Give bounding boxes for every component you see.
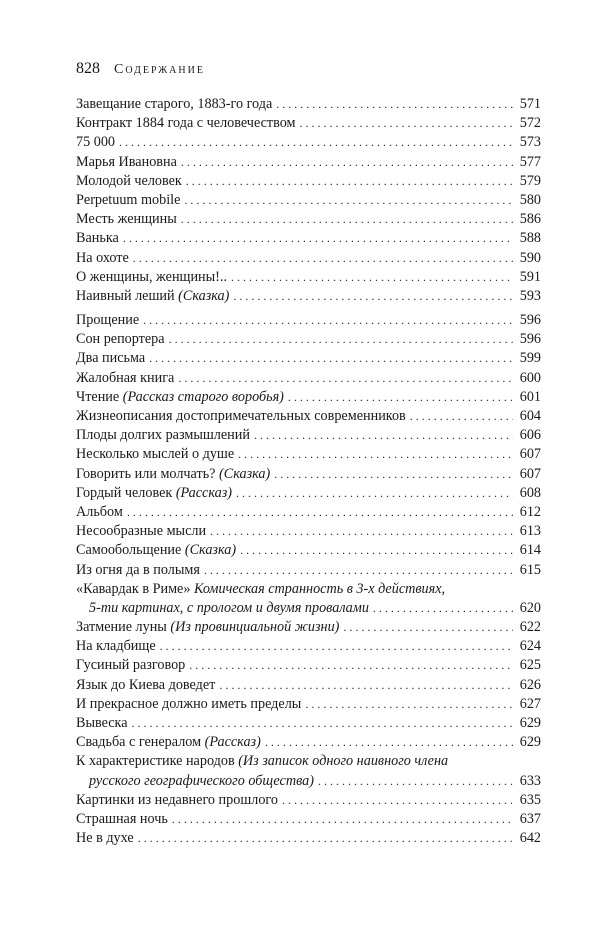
entry-page-number: 600: [519, 369, 541, 386]
entry-title-text: Из огня да в полымя: [76, 561, 200, 578]
entry-title-text: Жизнеописания достопримечательных современников: [76, 408, 406, 424]
entry-page-number: 599: [519, 350, 541, 367]
toc-entry[interactable]: [76, 503, 541, 522]
leader-dots: [123, 229, 513, 248]
entry-page-number: 607: [519, 446, 541, 463]
entry-title-text: «Кавардак в Риме»: [76, 580, 191, 597]
leader-dots: [240, 541, 513, 560]
leader-dots: [288, 388, 513, 407]
entry-page-number: 627: [519, 695, 541, 712]
running-title: Содержание: [114, 62, 205, 77]
leader-dots: [133, 249, 513, 268]
toc-entry[interactable]: [76, 330, 541, 349]
toc-entry-title: [76, 733, 265, 752]
toc-entry[interactable]: [76, 172, 541, 191]
leader-dots: [127, 503, 513, 522]
entry-title-text: Говорить или молчать?: [76, 465, 216, 482]
leader-dots: [184, 191, 513, 210]
entry-title-text: Альбом: [76, 503, 123, 520]
leader-dots: [305, 695, 513, 714]
toc-entry-title: [76, 541, 240, 560]
toc-entry[interactable]: [76, 618, 541, 637]
toc-entry[interactable]: [76, 268, 541, 287]
entry-title-text: Гусиный разговор: [76, 657, 186, 674]
toc-entry-title: [76, 249, 133, 268]
toc-entry-title: [76, 637, 160, 656]
leader-dots: [189, 656, 513, 675]
toc-entry[interactable]: [76, 191, 541, 210]
entry-page-number: 629: [519, 715, 541, 731]
entry-page-number: 608: [519, 484, 541, 501]
entry-page-number: 629: [519, 734, 541, 751]
leader-dots: [236, 484, 513, 503]
entry-page-number: 642: [519, 830, 541, 847]
entry-page-number: 637: [519, 810, 541, 827]
entry-page-number: 622: [519, 619, 541, 636]
toc-group-4: [76, 791, 541, 849]
entry-subtitle: (Из записок одного наивного члена: [238, 753, 449, 770]
toc-entry-title: [76, 445, 238, 464]
toc-entry-title: [76, 388, 288, 407]
entry-title-text: Контракт 1884 года с человечеством: [76, 115, 296, 132]
toc-entry[interactable]: [76, 465, 541, 484]
entry-subtitle: (Сказка): [184, 542, 237, 559]
entry-page-number: 625: [519, 657, 541, 674]
leader-dots: [138, 829, 513, 848]
toc-entry-title: [76, 229, 123, 248]
leader-dots: [178, 369, 513, 388]
toc-entry[interactable]: [76, 637, 541, 656]
toc-entry[interactable]: [76, 541, 541, 560]
entry-subtitle: Комическая странность в 3-х действиях,: [193, 580, 446, 597]
leader-dots: [410, 407, 513, 426]
table-of-contents: [76, 95, 541, 848]
toc-entry[interactable]: [76, 229, 541, 248]
leader-dots: [238, 445, 513, 464]
toc-entry-title: [76, 268, 231, 287]
toc-entry-title: [76, 810, 172, 829]
toc-group-3: [76, 618, 541, 752]
entry-page-number: 588: [519, 230, 541, 247]
toc-entry-title: [76, 311, 143, 330]
toc-entry-title: [76, 695, 305, 714]
entry-page-number: 607: [519, 465, 541, 482]
entry-title-text: Свадьба с генералом: [76, 734, 202, 751]
entry-subtitle-continued: русского географического общества): [89, 772, 314, 789]
leader-dots: [276, 95, 513, 114]
entry-title-text: Плоды долгих размышлений: [76, 427, 250, 444]
entry-title-text: Страшная ночь: [76, 810, 168, 827]
leader-dots: [181, 153, 513, 172]
toc-entry[interactable]: [76, 249, 541, 268]
leader-dots: [219, 676, 513, 695]
toc-entry-characteristic-line1[interactable]: [76, 752, 541, 771]
leader-dots: [169, 330, 513, 349]
entry-page-number: 596: [519, 331, 541, 348]
page-header: [76, 60, 205, 78]
toc-entry[interactable]: [76, 388, 541, 407]
toc-entry[interactable]: [76, 287, 541, 306]
leader-dots: [172, 810, 513, 829]
entry-page-number: 580: [519, 191, 541, 208]
entry-page-number: 614: [519, 542, 541, 559]
entry-title-text: Ванька: [76, 230, 119, 247]
toc-group-1: [76, 95, 541, 306]
toc-entry-title: [76, 133, 119, 152]
toc-entry[interactable]: [76, 714, 541, 733]
entry-subtitle: (Рассказ старого воробья): [122, 388, 284, 405]
entry-subtitle: (Из провинциальной жизни): [170, 619, 340, 636]
toc-entry-title: [76, 210, 181, 229]
toc-entry[interactable]: [76, 426, 541, 445]
entry-page-number: 624: [519, 638, 541, 655]
toc-entry-title: [76, 656, 189, 675]
toc-entry[interactable]: [76, 369, 541, 388]
entry-page-number: 620: [519, 599, 541, 616]
toc-entry[interactable]: [76, 829, 541, 848]
entry-page-number: 615: [519, 561, 541, 578]
entry-title-text: Сон репортера: [76, 331, 165, 348]
leader-dots: [274, 465, 513, 484]
entry-subtitle: (Рассказ): [204, 734, 261, 751]
leader-dots: [318, 772, 513, 791]
toc-entry-title: [76, 369, 178, 388]
entry-title-text: Прощение: [76, 312, 140, 329]
toc-entry-title: [76, 287, 233, 306]
entry-page-number: 591: [519, 268, 541, 285]
entry-title-text: Марья Ивановна: [76, 153, 177, 170]
toc-entry[interactable]: [76, 522, 541, 541]
toc-group-2: [76, 311, 541, 580]
entry-title-text: Чтение: [76, 388, 120, 405]
leader-dots: [204, 561, 513, 580]
toc-entry-title: [76, 714, 132, 733]
entry-subtitle: (Рассказ): [175, 484, 232, 501]
toc-entry[interactable]: [76, 95, 541, 114]
entry-page-number: 579: [519, 172, 541, 189]
entry-page-number: 596: [519, 312, 541, 329]
entry-title-text: О женщины, женщины!..: [76, 268, 227, 285]
toc-entry-title: [76, 580, 445, 599]
toc-entry-title: [76, 153, 181, 172]
leader-dots: [119, 133, 513, 152]
entry-page-number: 572: [519, 115, 541, 132]
toc-entry-title: [76, 426, 254, 445]
entry-subtitle-continued: 5-ти картинах, с прологом и двумя провалами: [89, 599, 369, 616]
entry-page-number: 626: [519, 676, 541, 693]
toc-entry[interactable]: [76, 484, 541, 503]
leader-dots: [233, 287, 513, 306]
entry-page-number: 613: [519, 523, 541, 540]
toc-entry-title: [76, 172, 186, 191]
entry-title-text: И прекрасное должно иметь пределы: [76, 695, 302, 712]
toc-entry[interactable]: [76, 407, 541, 426]
entry-subtitle: (Сказка): [219, 465, 271, 482]
leader-dots: [149, 349, 513, 368]
entry-title-text: К характеристике народов: [76, 753, 235, 770]
entry-title-text: 75 000: [76, 134, 116, 151]
entry-page-number: 601: [519, 388, 541, 405]
toc-entry-title: [76, 791, 282, 810]
entry-title-text: Самообольщение: [76, 542, 182, 559]
entry-subtitle: (Сказка): [178, 287, 230, 304]
toc-entry[interactable]: [76, 311, 541, 330]
entry-page-number: 633: [519, 772, 541, 789]
toc-entry-title: [76, 95, 276, 114]
toc-entry-title: [76, 191, 184, 210]
leader-dots: [231, 268, 513, 287]
toc-entry[interactable]: [76, 656, 541, 675]
toc-entry[interactable]: [76, 349, 541, 368]
entry-title-text: Несообразные мысли: [76, 523, 207, 540]
toc-entry[interactable]: [76, 733, 541, 752]
leader-dots: [186, 172, 513, 191]
page-number: 828: [76, 60, 100, 77]
entry-title-text: На охоте: [76, 249, 129, 266]
entry-title-text: Затмение луны: [76, 619, 167, 636]
entry-title-text: Perpetuum mobile: [76, 191, 181, 208]
toc-entry-title: [76, 465, 274, 484]
toc-entry-title: [76, 561, 204, 580]
entry-page-number: 577: [519, 153, 541, 170]
leader-dots: [143, 311, 513, 330]
toc-entry[interactable]: [76, 210, 541, 229]
toc-entry[interactable]: [76, 791, 541, 810]
toc-entry-title: [76, 503, 127, 522]
toc-entry-characteristic-line2[interactable]: [76, 772, 541, 791]
entry-title-text: Гордый человек: [76, 484, 173, 501]
toc-entry[interactable]: [76, 561, 541, 580]
entry-title-text: Несколько мыслей о душе: [76, 446, 235, 463]
toc-entry-kavardak-line1[interactable]: [76, 580, 541, 599]
toc-entry[interactable]: [76, 445, 541, 464]
entry-title-text: На кладбище: [76, 638, 156, 655]
entry-title-text: Не в духе: [76, 830, 134, 847]
toc-entry-kavardak-line2[interactable]: [76, 599, 541, 618]
toc-entry-title: [76, 407, 410, 426]
entry-page-number: 606: [519, 427, 541, 444]
entry-page-number: 573: [519, 134, 541, 151]
entry-page-number: 571: [519, 96, 541, 112]
entry-title-text: Наивный леший: [76, 287, 175, 304]
leader-dots: [254, 426, 513, 445]
toc-entry-title: [76, 829, 138, 848]
toc-entry[interactable]: [76, 695, 541, 714]
entry-title-text: Язык до Киева доведет: [76, 676, 216, 693]
entry-title-text: Завещание старого, 1883-го года: [76, 96, 273, 112]
entry-title-text: Жалобная книга: [76, 369, 175, 386]
entry-page-number: 590: [519, 249, 541, 266]
entry-title-text: Картинки из недавнего прошлого: [76, 791, 278, 808]
leader-dots: [210, 522, 513, 541]
leader-dots: [282, 791, 513, 810]
leader-dots: [300, 114, 514, 133]
leader-dots: [132, 714, 513, 733]
entry-title-text: Молодой человек: [76, 172, 182, 189]
toc-entry[interactable]: [76, 676, 541, 695]
toc-entry-title: [76, 114, 300, 133]
leader-dots: [265, 733, 513, 752]
toc-entry-title: [76, 330, 169, 349]
toc-entry[interactable]: [76, 133, 541, 152]
toc-entry-title: [76, 752, 448, 771]
leader-dots: [181, 210, 513, 229]
entry-page-number: 593: [519, 287, 541, 304]
toc-entry-title: [76, 349, 149, 368]
toc-entry-title: [76, 484, 236, 503]
toc-entry-title: [76, 676, 219, 695]
leader-dots: [343, 618, 513, 637]
entry-page-number: 635: [519, 791, 541, 808]
toc-entry[interactable]: [76, 153, 541, 172]
entry-page-number: 612: [519, 503, 541, 520]
toc-entry-title: [76, 522, 210, 541]
entry-page-number: 586: [519, 211, 541, 228]
entry-page-number: 604: [519, 408, 541, 424]
entry-title-text: Вывеска: [76, 715, 128, 731]
toc-entry[interactable]: [76, 810, 541, 829]
toc-entry-title: [76, 618, 343, 637]
entry-title-text: Два письма: [76, 350, 146, 367]
entry-title-text: Месть женщины: [76, 211, 177, 228]
leader-dots: [160, 637, 513, 656]
toc-entry[interactable]: [76, 114, 541, 133]
leader-dots: [373, 599, 513, 618]
